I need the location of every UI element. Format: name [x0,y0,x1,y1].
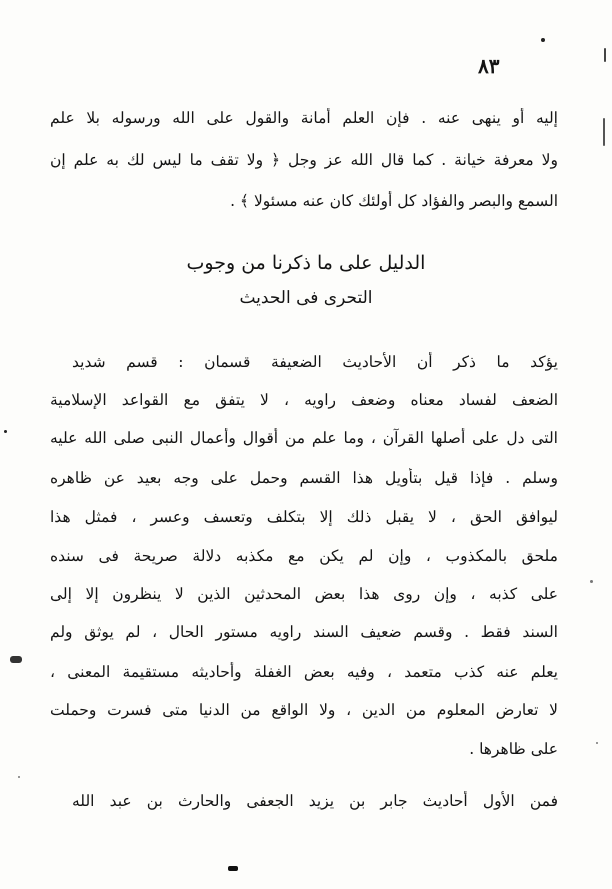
text-line: يعلم عنه كذب متعمد ، وفيه بعض الغفلة وأحاديثه مستقيمة المعنى ، [50,663,558,681]
scan-speck [228,866,238,871]
scan-edge-mark [604,48,606,62]
text-line: لا تعارض المعلوم من الدين ، ولا الواقع من الدنيا متى فسرت وحملت [50,701,558,719]
text-line: فمن الأول أحاديث جابر بن يزيد الجعفى والحارث بن عبد الله [72,792,558,810]
text-line: الضعف لفساد معناه وضعف راويه ، لا يتفق مع القواعد الإسلامية [50,391,558,409]
section-subheading: التحرى فى الحديث [239,288,373,308]
text-line: إليه أو ينهى عنه . فإن العلم أمانة والقول على الله ورسوله بلا علم [50,109,558,127]
text-line: ولا معرفة خيانة . كما قال الله عز وجل ﴿ ولا تقف ما ليس لك به علم إن [50,151,558,169]
scan-speck [18,776,20,778]
scan-speck [596,742,598,744]
text-line: يؤكد ما ذكر أن الأحاديث الضعيفة قسمان : قسم شديد [72,353,558,371]
scan-speck [10,656,22,663]
text-line: ليوافق الحق ، لا يقبل ذلك إلا بتكلف وتعسف وعسر ، فمثل هذا [50,508,558,526]
scan-speck [541,38,545,42]
page-number: ٨٣ [478,54,500,78]
scan-speck [4,430,7,433]
text-line: السند فقط . وقسم ضعيف السند راويه مستور الحال ، لم يوثق ولم [50,623,558,641]
scan-edge-mark [603,118,605,146]
text-line: التى دل على أصلها القرآن ، وما علم من أقوال وأعمال النبى صلى الله عليه [50,429,558,447]
text-line: ملحق بالمكذوب ، وإن لم يكن مع مكذبه دلالة صريحة فى سنده [50,547,558,565]
section-heading: الدليل على ما ذكرنا من وجوب [186,252,426,274]
text-line: على كذبه ، وإن روى هذا بعض المحدثين الذين لا ينظرون إلا إلى [50,585,558,603]
text-line: على ظاهرها . [469,740,558,758]
text-line: السمع والبصر والفؤاد كل أولئك كان عنه مسئولا ﴾ . [230,192,558,210]
scan-speck [590,580,593,583]
text-line: وسلم . فإذا قيل بتأويل هذا القسم وحمل على وجه بعيد عن ظاهره [50,469,558,487]
